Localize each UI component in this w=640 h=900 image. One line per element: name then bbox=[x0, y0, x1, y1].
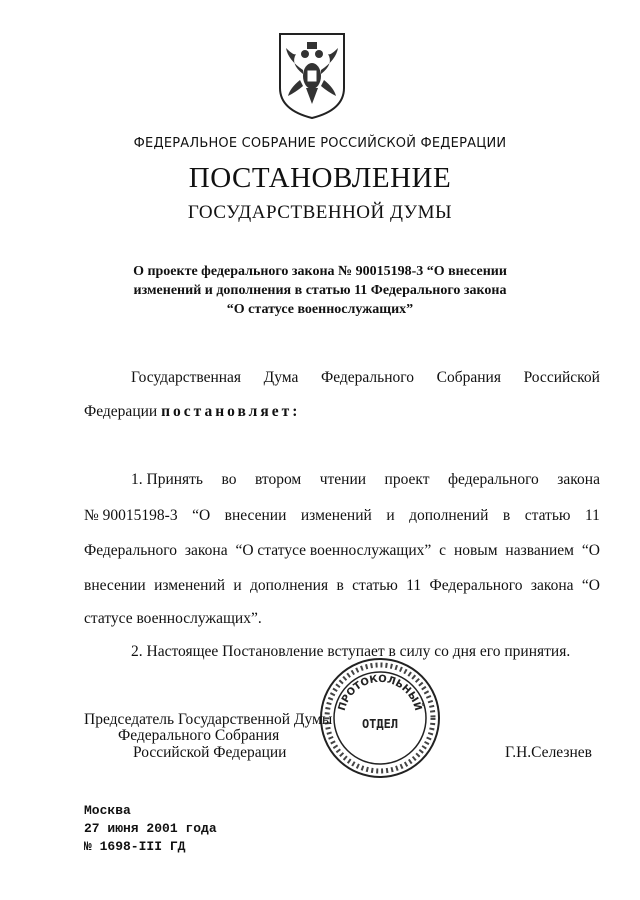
preamble-line-2: Федерации постановляет: bbox=[84, 403, 301, 420]
signatory-title-line-1: Председатель Государственной Думы bbox=[84, 711, 333, 728]
document-number: № 1698-III ГД bbox=[84, 839, 186, 854]
document-subject bbox=[120, 262, 520, 319]
subject-line: “О статусе военнослужащих” bbox=[226, 302, 414, 317]
signatory-title-line-3: Российской Федерации bbox=[133, 744, 287, 761]
subject-line: изменений и дополнения в статью 11 Федерального закона bbox=[133, 283, 507, 298]
subject-line: О проекте федерального закона № 90015198-3 “О внесении bbox=[133, 264, 507, 279]
organization-name: ФЕДЕРАЛЬНОЕ СОБРАНИЕ РОССИЙСКОЙ ФЕДЕРАЦИИ bbox=[133, 136, 507, 151]
item1-line-5: статусе военнослужащих”. bbox=[84, 610, 262, 627]
item1-line-4: внесении изменений и дополнения в статью 11 Федерального закона “О bbox=[84, 577, 600, 594]
protocol-department-stamp bbox=[318, 656, 442, 780]
enacting-word: постановляет: bbox=[161, 403, 301, 420]
item2-text: 2. Настоящее Постановление вступает в силу со дня его принятия. bbox=[131, 643, 571, 660]
preamble-line-1: Государственная Дума Федерального Собрания Российской bbox=[131, 369, 600, 386]
issue-date: 27 июня 2001 года bbox=[84, 821, 217, 836]
issue-city: Москва bbox=[84, 803, 131, 818]
item1-line-2: № 90015198-3 “О внесении изменений и дополнений в статью 11 bbox=[84, 507, 600, 524]
signatory-title-line-2: Федерального Собрания bbox=[118, 727, 280, 744]
issuer-name: ГОСУДАРСТВЕННОЙ ДУМЫ bbox=[187, 202, 453, 223]
document-type: ПОСТАНОВЛЕНИЕ bbox=[188, 162, 452, 194]
stamp-top-text: ПРОТОКОЛЬНЫЙ bbox=[336, 673, 424, 713]
signatory-name: Г.Н.Селезнев bbox=[505, 744, 592, 761]
item1-line-1: 1. Принять во втором чтении проект федерального закона bbox=[131, 471, 600, 488]
coat-of-arms-emblem bbox=[276, 30, 348, 120]
item1-line-3: Федерального закона “О статусе военнослужащих” с новым названием “О bbox=[84, 542, 600, 559]
svg-text:ПРОТОКОЛЬНЫЙ bbox=[337, 674, 425, 712]
stamp-center-text: ОТДЕЛ bbox=[361, 717, 399, 731]
